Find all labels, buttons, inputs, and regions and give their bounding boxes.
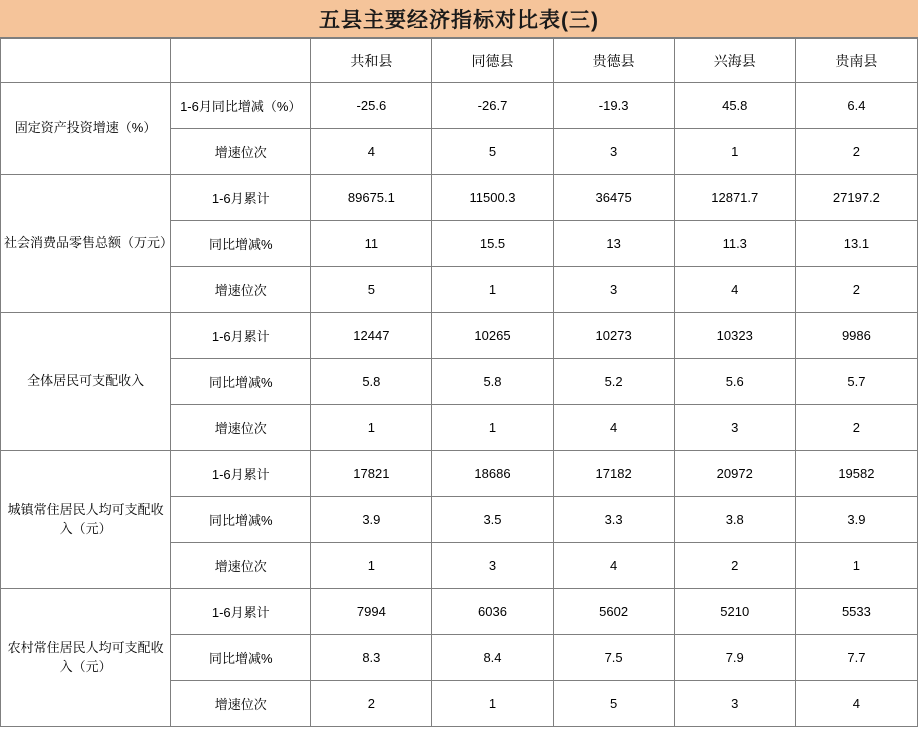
table-cell: 3.9 — [311, 497, 432, 543]
column-header-tongde: 同德县 — [432, 39, 553, 83]
table-cell: 5 — [553, 681, 674, 727]
table-cell: 3 — [553, 129, 674, 175]
table-row — [1, 313, 918, 359]
table-cell: 11 — [311, 221, 432, 267]
header-subindicator-corner — [171, 39, 311, 83]
sub-indicator-label: 增速位次 — [171, 681, 311, 727]
table-cell: 3 — [553, 267, 674, 313]
sub-indicator-label: 增速位次 — [171, 129, 311, 175]
table-cell: 3 — [674, 681, 795, 727]
sub-indicator-label: 1-6月累计 — [171, 589, 311, 635]
table-cell: 89675.1 — [311, 175, 432, 221]
table-cell: 13.1 — [795, 221, 917, 267]
table-cell: 4 — [674, 267, 795, 313]
table-cell: 7994 — [311, 589, 432, 635]
table-cell: -25.6 — [311, 83, 432, 129]
table-header-row — [1, 39, 918, 83]
table-cell: 7.5 — [553, 635, 674, 681]
table-row — [1, 589, 918, 635]
table-cell: 17182 — [553, 451, 674, 497]
table-cell: 3 — [432, 543, 553, 589]
table-cell: 1 — [674, 129, 795, 175]
table-title-bar — [0, 0, 918, 38]
table-cell: 17821 — [311, 451, 432, 497]
indicator-label-rural-income: 农村常住居民人均可支配收入（元） — [1, 589, 171, 727]
sub-indicator-label: 同比增减% — [171, 359, 311, 405]
table-cell: 1 — [311, 405, 432, 451]
table-cell: 12447 — [311, 313, 432, 359]
economic-indicators-table — [0, 38, 918, 727]
table-cell: 7.9 — [674, 635, 795, 681]
page-title: 五县主要经济指标对比表(三) — [319, 8, 599, 32]
table-cell: 1 — [432, 405, 553, 451]
table-header — [1, 39, 918, 83]
table-cell: 4 — [553, 543, 674, 589]
table-cell: 6036 — [432, 589, 553, 635]
table-cell: 3.5 — [432, 497, 553, 543]
table-cell: 11.3 — [674, 221, 795, 267]
indicator-label-fixed-asset-investment: 固定资产投资增速（%） — [1, 83, 171, 175]
table-cell: 5 — [311, 267, 432, 313]
table-cell: 3.8 — [674, 497, 795, 543]
table-cell: 10265 — [432, 313, 553, 359]
sub-indicator-label: 同比增减% — [171, 221, 311, 267]
table-cell: 36475 — [553, 175, 674, 221]
table-cell: 5.8 — [432, 359, 553, 405]
column-header-gonghe: 共和县 — [311, 39, 432, 83]
table-cell: 7.7 — [795, 635, 917, 681]
table-cell: 2 — [311, 681, 432, 727]
sub-indicator-label: 1-6月同比增减（%） — [171, 83, 311, 129]
table-cell: -26.7 — [432, 83, 553, 129]
table-cell: 15.5 — [432, 221, 553, 267]
indicator-label-all-residents-income: 全体居民可支配收入 — [1, 313, 171, 451]
table-cell: 2 — [674, 543, 795, 589]
table-cell: 27197.2 — [795, 175, 917, 221]
table-cell: 5.6 — [674, 359, 795, 405]
column-header-guide: 贵德县 — [553, 39, 674, 83]
table-cell: 19582 — [795, 451, 917, 497]
table-cell: 3 — [674, 405, 795, 451]
table-cell: 5.7 — [795, 359, 917, 405]
table-cell: 1 — [795, 543, 917, 589]
table-cell: 18686 — [432, 451, 553, 497]
table-cell: 45.8 — [674, 83, 795, 129]
header-indicator-corner — [1, 39, 171, 83]
table-cell: 8.3 — [311, 635, 432, 681]
table-row — [1, 175, 918, 221]
table-body — [1, 83, 918, 727]
table-cell: 2 — [795, 267, 917, 313]
table-cell: 1 — [432, 681, 553, 727]
sub-indicator-label: 增速位次 — [171, 543, 311, 589]
indicator-label-retail-sales: 社会消费品零售总额（万元） — [1, 175, 171, 313]
table-cell: 3.3 — [553, 497, 674, 543]
table-cell: 13 — [553, 221, 674, 267]
table-cell: 4 — [795, 681, 917, 727]
sub-indicator-label: 同比增减% — [171, 497, 311, 543]
indicator-label-urban-income: 城镇常住居民人均可支配收入（元） — [1, 451, 171, 589]
table-cell: -19.3 — [553, 83, 674, 129]
table-cell: 1 — [311, 543, 432, 589]
table-cell: 5.2 — [553, 359, 674, 405]
table-cell: 5.8 — [311, 359, 432, 405]
table-cell: 5 — [432, 129, 553, 175]
table-cell: 2 — [795, 129, 917, 175]
table-cell: 10273 — [553, 313, 674, 359]
table-cell: 10323 — [674, 313, 795, 359]
sub-indicator-label: 同比增减% — [171, 635, 311, 681]
table-cell: 1 — [432, 267, 553, 313]
table-cell: 5533 — [795, 589, 917, 635]
table-cell: 9986 — [795, 313, 917, 359]
table-cell: 3.9 — [795, 497, 917, 543]
table-cell: 12871.7 — [674, 175, 795, 221]
table-cell: 4 — [311, 129, 432, 175]
column-header-xinghai: 兴海县 — [674, 39, 795, 83]
table-cell: 8.4 — [432, 635, 553, 681]
sub-indicator-label: 1-6月累计 — [171, 451, 311, 497]
table-row — [1, 83, 918, 129]
table-cell: 6.4 — [795, 83, 917, 129]
table-cell: 11500.3 — [432, 175, 553, 221]
sub-indicator-label: 1-6月累计 — [171, 175, 311, 221]
table-cell: 5602 — [553, 589, 674, 635]
table-row — [1, 451, 918, 497]
table-cell: 20972 — [674, 451, 795, 497]
table-cell: 5210 — [674, 589, 795, 635]
table-cell: 4 — [553, 405, 674, 451]
table-cell: 2 — [795, 405, 917, 451]
column-header-guinan: 贵南县 — [795, 39, 917, 83]
sub-indicator-label: 1-6月累计 — [171, 313, 311, 359]
sub-indicator-label: 增速位次 — [171, 267, 311, 313]
sub-indicator-label: 增速位次 — [171, 405, 311, 451]
